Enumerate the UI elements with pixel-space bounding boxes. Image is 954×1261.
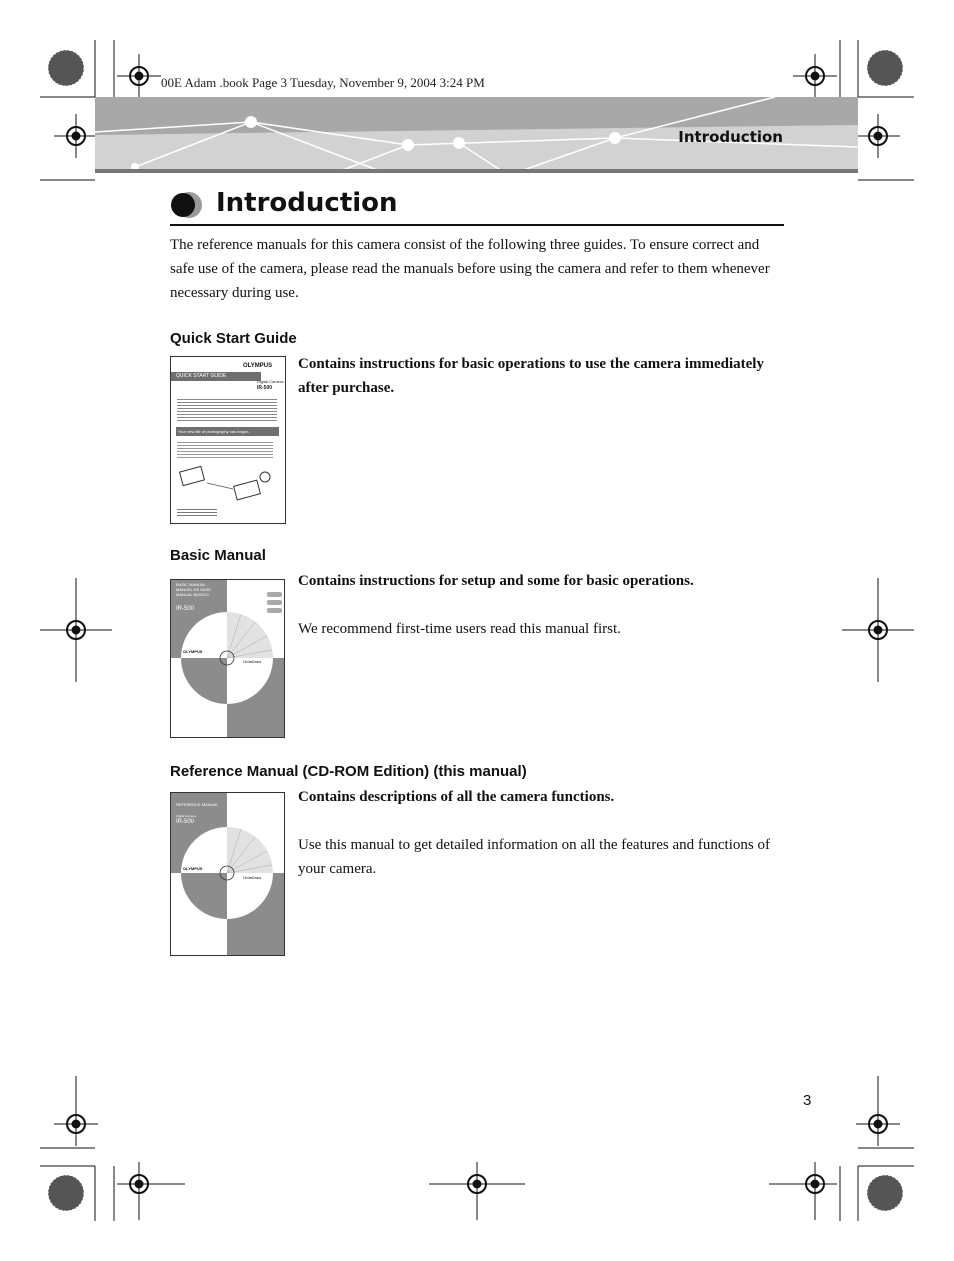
- cover-tagline: Your new life of photography has begun.: [176, 427, 279, 436]
- cover-band: QUICK START GUIDE: [171, 372, 261, 381]
- reference-manual-summary: [298, 785, 788, 809]
- page-number: 3: [803, 1092, 812, 1109]
- basic-manual-summary-text: Contains instructions for setup and some for basic operations.: [298, 573, 694, 589]
- reference-manual-cover-image: [170, 792, 285, 956]
- basic-cover-title-3: MANUAL BASICO: [176, 592, 209, 597]
- basic-cover-logo: OrdaDraw: [243, 659, 262, 664]
- reference-manual-detail: Use this manual to get detailed information on all the features and functions of your camera.: [298, 837, 770, 877]
- basic-manual-summary: [298, 569, 788, 593]
- cover-text-lines: [177, 397, 277, 421]
- reference-manual-summary-text: Contains descriptions of all the camera functions.: [298, 789, 615, 805]
- basic-manual-detail: We recommend first-time users read this manual first.: [298, 621, 621, 637]
- guide-heading-quick-start: Quick Start Guide: [170, 330, 297, 347]
- guide-heading-reference-manual: Reference Manual (CD-ROM Edition) (this manual): [170, 763, 527, 780]
- cover-brand: OLYMPUS: [243, 363, 273, 369]
- reference-cover-product-type: Digital Camera: [176, 814, 196, 818]
- cover-text-lines-2: [177, 440, 273, 460]
- basic-manual-cover-image: [170, 579, 285, 738]
- cover-model: IR-500: [257, 385, 273, 391]
- basic-cover-model: IR-500: [176, 606, 195, 612]
- cover-product-type: Digital Camera: [257, 379, 284, 384]
- reference-cover-title: REFERENCE MANUAL: [176, 802, 219, 807]
- reference-cover-logo: OrdaDraw: [243, 875, 262, 880]
- quick-start-cover-image: [170, 356, 286, 524]
- basic-cover-title-2: MANUEL DE BASE: [176, 587, 211, 592]
- basic-cover-brand: OLYMPUS: [183, 649, 203, 654]
- section-bullet-icon: [170, 190, 204, 220]
- quick-start-summary-text: Contains instructions for basic operations to use the camera immediately after purchase.: [298, 356, 764, 396]
- intro-paragraph: The reference manuals for this camera consist of the following three guides. To ensure correct and safe use of the camera, please read the manuals before using the camera and refer to them whenever necessary during use.: [170, 237, 770, 301]
- basic-cover-title-1: BASIC MANUAL: [176, 582, 206, 587]
- header-section-label: Introduction: [678, 128, 783, 146]
- quick-start-summary: [298, 352, 788, 400]
- cover-illustration: [177, 463, 279, 503]
- print-info: 00E Adam .book Page 3 Tuesday, November 9, 2004 3:24 PM: [161, 75, 485, 90]
- reference-cover-model: IR-500: [176, 819, 195, 825]
- reference-cover-brand: OLYMPUS: [183, 866, 203, 871]
- page-title: Introduction: [216, 188, 398, 218]
- basic-cover-graphic: [171, 580, 284, 737]
- title-rule: [170, 224, 784, 226]
- cover-footer-lines: [177, 507, 217, 517]
- guide-heading-basic-manual: Basic Manual: [170, 547, 266, 564]
